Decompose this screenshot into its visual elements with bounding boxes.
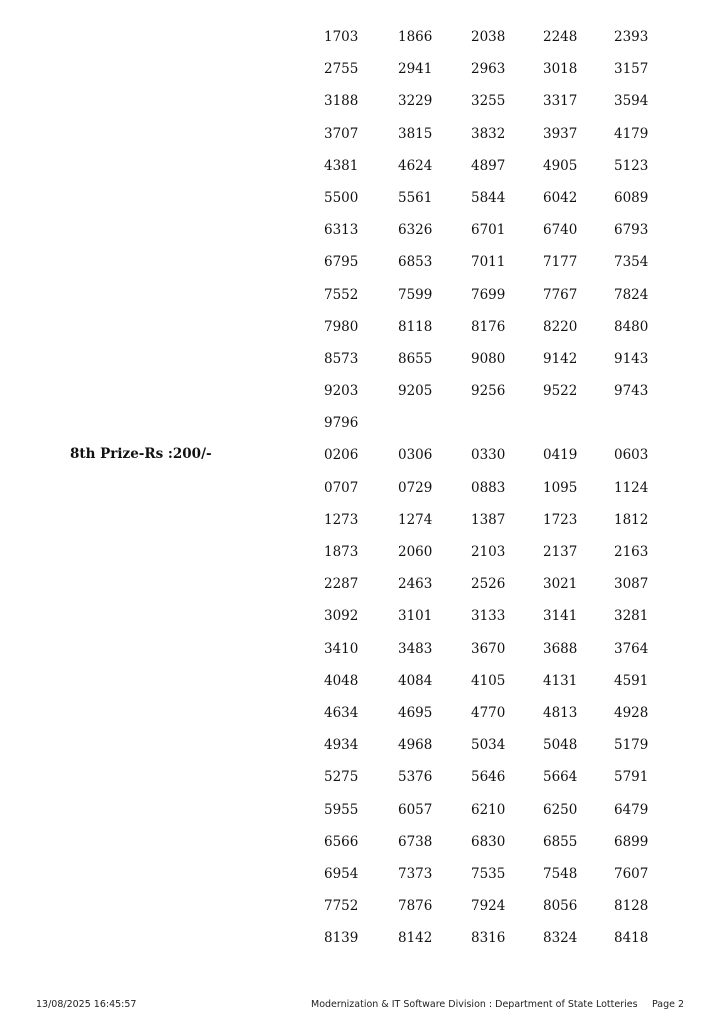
ticket-number: 6313	[324, 222, 359, 239]
prize-8-ticket-number: 2526	[471, 576, 506, 593]
prize-8-ticket-number: 1273	[324, 511, 359, 528]
prize-8-ticket-number: 6210	[471, 801, 506, 818]
ticket-number: 3937	[543, 125, 578, 142]
ticket-number: 8118	[398, 318, 433, 335]
ticket-number: 4905	[543, 157, 578, 174]
prize-8-ticket-number: 8142	[398, 930, 433, 947]
footer-page-number: Page 2	[652, 999, 685, 1010]
prize-8-ticket-number: 1274	[398, 511, 433, 528]
prize-8-ticket-number: 3483	[398, 640, 433, 657]
ticket-number: 9080	[471, 350, 506, 367]
ticket-number: 6701	[471, 222, 506, 239]
ticket-number: 5500	[324, 189, 359, 206]
prize-8-ticket-number: 2163	[614, 544, 649, 560]
ticket-number: 1703	[324, 29, 359, 45]
ticket-number: 7354	[614, 254, 649, 271]
prize-8-ticket-number: 2463	[398, 576, 433, 593]
prize-8-ticket-number: 8316	[471, 930, 506, 947]
ticket-number: 8573	[324, 350, 359, 367]
ticket-number: 2755	[324, 61, 359, 78]
prize-8-ticket-number: 3688	[543, 640, 578, 657]
prize-8-ticket-number: 6566	[324, 833, 359, 850]
ticket-number: 6740	[543, 222, 578, 239]
ticket-number: 4381	[324, 157, 359, 174]
ticket-number: 8176	[471, 318, 506, 335]
ticket-number: 2038	[471, 29, 506, 45]
prize-8-ticket-number: 3133	[471, 608, 506, 625]
ticket-number: 4624	[398, 157, 433, 174]
ticket-number: 3018	[543, 61, 578, 78]
prize-8-ticket-number: 4105	[471, 672, 506, 689]
ticket-number: 7824	[614, 286, 649, 303]
prize-8-ticket-number: 7373	[398, 865, 433, 882]
prize-8-ticket-number: 5376	[398, 769, 433, 786]
prize-8-ticket-number: 8056	[543, 898, 578, 915]
prize-8-ticket-number: 3764	[614, 640, 649, 657]
ticket-number: 7599	[398, 286, 433, 303]
prize-8-ticket-number: 6057	[398, 801, 433, 818]
ticket-number: 7552	[324, 286, 359, 303]
prize-8-ticket-number: 3101	[398, 608, 433, 625]
ticket-number: 3229	[398, 93, 433, 110]
prize-8-ticket-number: 7752	[324, 898, 359, 915]
ticket-number: 7980	[324, 318, 359, 335]
prize-8-ticket-number: 4934	[324, 737, 359, 754]
prize-8-ticket-number: 2137	[543, 544, 578, 560]
prize-8-ticket-number: 6479	[614, 801, 649, 818]
prize-8-ticket-number: 4048	[324, 672, 359, 689]
ticket-number: 3815	[398, 125, 433, 142]
ticket-number: 7699	[471, 286, 506, 303]
ticket-number: 6793	[614, 222, 649, 239]
ticket-number: 5123	[614, 157, 649, 174]
prize-8-ticket-number: 4084	[398, 672, 433, 689]
prize-8-ticket-number: 1124	[614, 479, 649, 496]
prize-8-ticket-number: 6899	[614, 833, 649, 850]
ticket-number: 3594	[614, 93, 649, 110]
ticket-number: 6042	[543, 189, 578, 206]
ticket-number: 3157	[614, 61, 649, 78]
ticket-number: 3317	[543, 93, 578, 110]
prize-8-ticket-number: 6250	[543, 801, 578, 818]
ticket-number: 5561	[398, 189, 433, 206]
prize-8-ticket-number: 3410	[324, 640, 359, 657]
prize-8-ticket-number: 7924	[471, 898, 506, 915]
prize-8-ticket-number: 4634	[324, 704, 359, 721]
prize-8-ticket-number: 8418	[614, 930, 649, 947]
ticket-number: 5844	[471, 189, 506, 206]
ticket-number: 7177	[543, 254, 578, 271]
ticket-number: 7767	[543, 286, 578, 303]
prize-8-ticket-number: 0883	[471, 479, 506, 496]
prize-8-ticket-number: 4131	[543, 672, 578, 689]
prize-8-ticket-number: 5791	[614, 769, 649, 786]
prize-8-ticket-number: 5646	[471, 769, 506, 786]
prize-8-ticket-number: 0419	[543, 447, 578, 464]
ticket-number: 6326	[398, 222, 433, 239]
ticket-number: 2248	[543, 29, 578, 45]
prize-8-ticket-number: 0707	[324, 479, 359, 496]
ticket-number: 8655	[398, 350, 433, 367]
ticket-number: 1866	[398, 29, 433, 45]
ticket-number: 9142	[543, 350, 578, 367]
ticket-number: 3707	[324, 125, 359, 142]
ticket-number: 6795	[324, 254, 359, 271]
prize-8-ticket-number: 4695	[398, 704, 433, 721]
prize-8-ticket-number: 5664	[543, 769, 578, 786]
ticket-number: 3188	[324, 93, 359, 110]
prize-8-label: 8th Prize-Rs :200/-	[70, 446, 212, 462]
prize-8-ticket-number: 7876	[398, 898, 433, 915]
ticket-number: 9796	[324, 415, 359, 432]
lottery-number-grid	[324, 27, 684, 960]
ticket-number: 9205	[398, 383, 433, 400]
prize-8-ticket-number: 5048	[543, 737, 578, 754]
ticket-number: 2941	[398, 61, 433, 78]
ticket-number: 4179	[614, 125, 649, 142]
prize-8-ticket-number: 1723	[543, 511, 578, 528]
prize-8-ticket-number: 4968	[398, 737, 433, 754]
ticket-number: 8480	[614, 318, 649, 335]
prize-8-ticket-number: 0206	[324, 447, 359, 464]
footer-division: Modernization & IT Software Division : Department of State Lotteries	[311, 999, 638, 1010]
prize-8-ticket-number: 7535	[471, 865, 506, 882]
ticket-number: 2963	[471, 61, 506, 78]
ticket-number: 3832	[471, 125, 506, 142]
prize-8-ticket-number: 0729	[398, 479, 433, 496]
prize-8-ticket-number: 1387	[471, 511, 506, 528]
ticket-number: 9256	[471, 383, 506, 400]
ticket-number: 6853	[398, 254, 433, 271]
prize-8-ticket-number: 2103	[471, 544, 506, 560]
prize-8-ticket-number: 8324	[543, 930, 578, 947]
prize-8-ticket-number: 8139	[324, 930, 359, 947]
prize-8-ticket-number: 1873	[324, 544, 359, 560]
prize-8-ticket-number: 5955	[324, 801, 359, 818]
prize-8-ticket-number: 0603	[614, 447, 649, 464]
prize-8-ticket-number: 3021	[543, 576, 578, 593]
prize-8-ticket-number: 3092	[324, 608, 359, 625]
prize-8-ticket-number: 2287	[324, 576, 359, 593]
prize-8-ticket-number: 1095	[543, 479, 578, 496]
prize-8-ticket-number: 1812	[614, 511, 649, 528]
ticket-number: 9143	[614, 350, 649, 367]
ticket-number: 8220	[543, 318, 578, 335]
prize-8-ticket-number: 6954	[324, 865, 359, 882]
ticket-number: 9203	[324, 383, 359, 400]
prize-8-ticket-number: 4770	[471, 704, 506, 721]
prize-8-ticket-number: 6855	[543, 833, 578, 850]
prize-8-ticket-number: 5179	[614, 737, 649, 754]
ticket-number: 9743	[614, 383, 649, 400]
prize-8-ticket-number: 6830	[471, 833, 506, 850]
page-footer	[0, 999, 724, 1015]
prize-8-ticket-number: 8128	[614, 898, 649, 915]
ticket-number: 9522	[543, 383, 578, 400]
ticket-number: 3255	[471, 93, 506, 110]
ticket-number: 7011	[471, 254, 506, 271]
prize-8-ticket-number: 2060	[398, 544, 433, 560]
prize-8-ticket-number: 4928	[614, 704, 649, 721]
prize-8-ticket-number: 5275	[324, 769, 359, 786]
prize-8-ticket-number: 3087	[614, 576, 649, 593]
prize-8-ticket-number: 3281	[614, 608, 649, 625]
ticket-number: 2393	[614, 29, 649, 45]
prize-8-ticket-number: 5034	[471, 737, 506, 754]
prize-8-ticket-number: 4591	[614, 672, 649, 689]
ticket-number: 4897	[471, 157, 506, 174]
prize-8-ticket-number: 4813	[543, 704, 578, 721]
ticket-number: 6089	[614, 189, 649, 206]
prize-8-ticket-number: 7607	[614, 865, 649, 882]
prize-8-ticket-number: 3141	[543, 608, 578, 625]
prize-8-ticket-number: 0306	[398, 447, 433, 464]
footer-datetime: 13/08/2025 16:45:57	[36, 999, 137, 1010]
prize-8-ticket-number: 7548	[543, 865, 578, 882]
prize-8-ticket-number: 3670	[471, 640, 506, 657]
prize-8-ticket-number: 0330	[471, 447, 506, 464]
prize-8-ticket-number: 6738	[398, 833, 433, 850]
